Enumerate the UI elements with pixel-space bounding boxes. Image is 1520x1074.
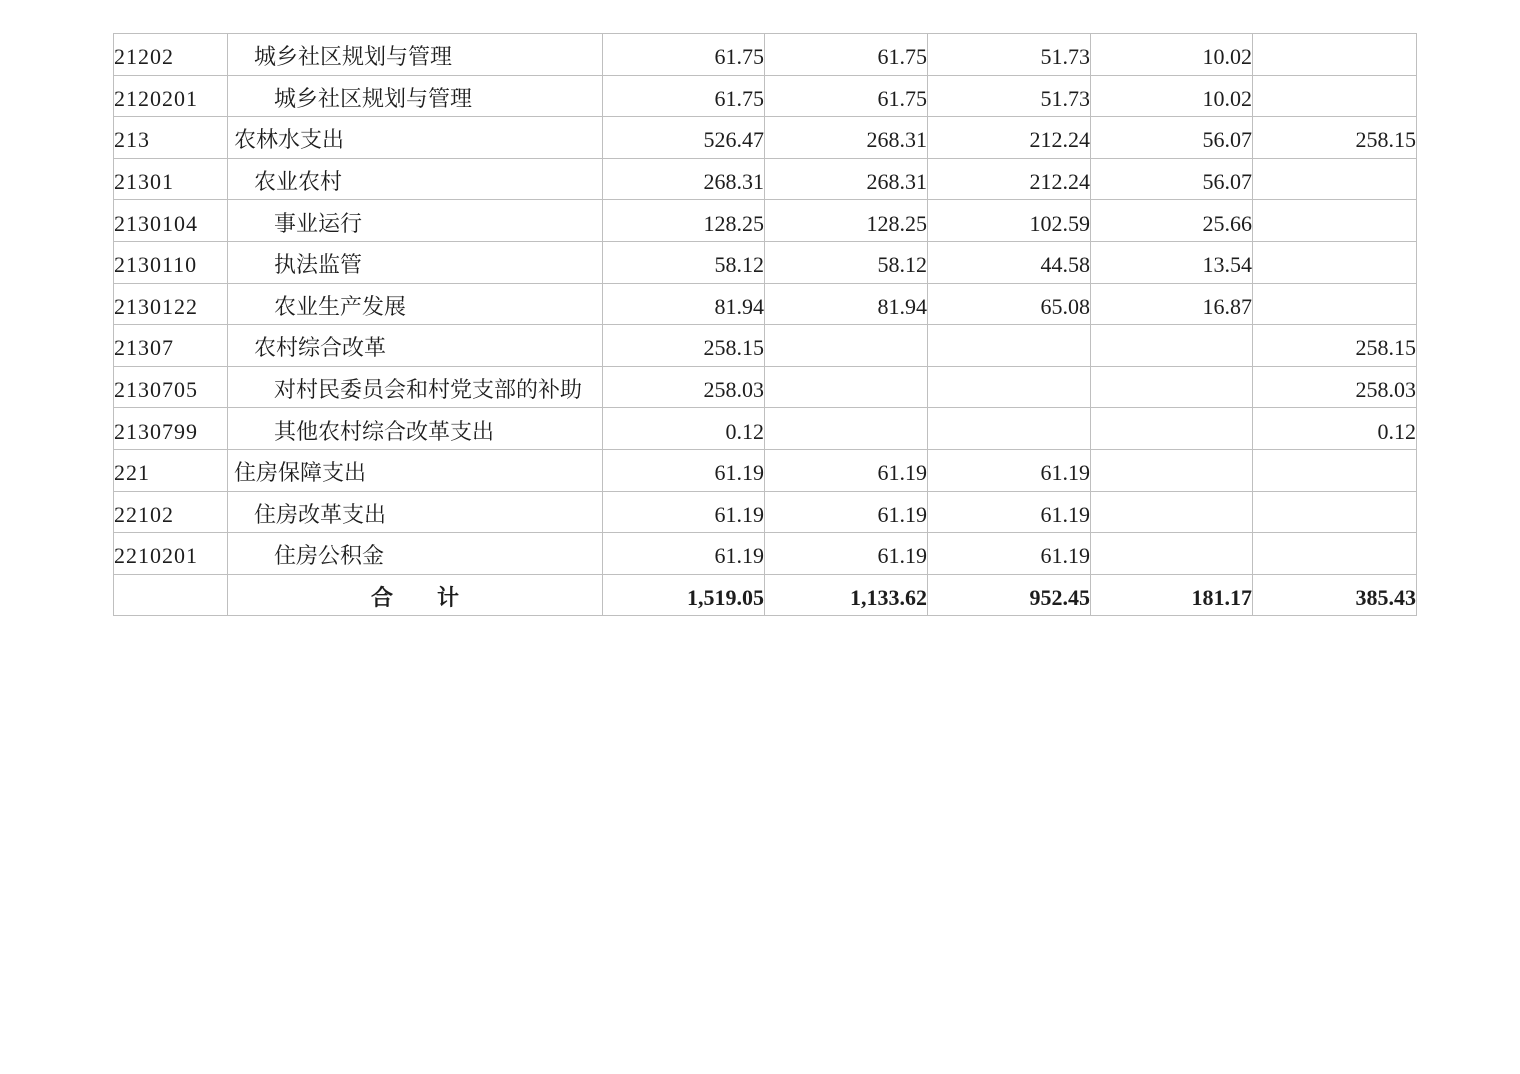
amount-cell-3	[928, 408, 1091, 450]
amount-cell-5	[1253, 491, 1417, 533]
amount-cell-2	[765, 408, 928, 450]
code-cell: 221	[114, 449, 228, 491]
amount-cell-3: 952.45	[928, 574, 1091, 616]
amount-cell-5	[1253, 283, 1417, 325]
code-cell: 2130104	[114, 200, 228, 242]
name-cell: 城乡社区规划与管理	[228, 75, 603, 117]
code-cell: 2120201	[114, 75, 228, 117]
code-cell: 2130122	[114, 283, 228, 325]
amount-cell-3: 212.24	[928, 117, 1091, 159]
table-row	[114, 158, 1417, 200]
code-cell: 22102	[114, 491, 228, 533]
name-cell: 其他农村综合改革支出	[228, 408, 603, 450]
amount-cell-1: 61.75	[603, 75, 765, 117]
table-row	[114, 449, 1417, 491]
amount-cell-2: 268.31	[765, 158, 928, 200]
amount-cell-1: 258.15	[603, 325, 765, 367]
amount-cell-4	[1091, 325, 1253, 367]
amount-cell-3: 102.59	[928, 200, 1091, 242]
name-cell: 城乡社区规划与管理	[228, 34, 603, 76]
name-cell: 住房改革支出	[228, 491, 603, 533]
amount-cell-2: 1,133.62	[765, 574, 928, 616]
name-cell: 住房公积金	[228, 533, 603, 575]
name-cell: 住房保障支出	[228, 449, 603, 491]
code-cell: 2130799	[114, 408, 228, 450]
amount-cell-3: 51.73	[928, 75, 1091, 117]
amount-cell-4	[1091, 449, 1253, 491]
amount-cell-5	[1253, 158, 1417, 200]
amount-cell-3: 61.19	[928, 449, 1091, 491]
table-row	[114, 117, 1417, 159]
amount-cell-1: 81.94	[603, 283, 765, 325]
amount-cell-5: 258.03	[1253, 366, 1417, 408]
amount-cell-5: 258.15	[1253, 325, 1417, 367]
name-cell: 农业生产发展	[228, 283, 603, 325]
amount-cell-1: 258.03	[603, 366, 765, 408]
amount-cell-3: 51.73	[928, 34, 1091, 76]
amount-cell-4: 25.66	[1091, 200, 1253, 242]
amount-cell-2: 268.31	[765, 117, 928, 159]
table-row	[114, 533, 1417, 575]
amount-cell-1: 61.19	[603, 533, 765, 575]
table-row	[114, 366, 1417, 408]
amount-cell-2: 128.25	[765, 200, 928, 242]
amount-cell-4: 181.17	[1091, 574, 1253, 616]
amount-cell-2: 61.19	[765, 491, 928, 533]
amount-cell-4	[1091, 366, 1253, 408]
amount-cell-3: 61.19	[928, 491, 1091, 533]
amount-cell-4: 13.54	[1091, 241, 1253, 283]
amount-cell-1: 61.19	[603, 491, 765, 533]
amount-cell-2: 61.19	[765, 449, 928, 491]
code-cell: 2130705	[114, 366, 228, 408]
code-cell	[114, 574, 228, 616]
name-cell: 农村综合改革	[228, 325, 603, 367]
code-cell: 21307	[114, 325, 228, 367]
amount-cell-5: 385.43	[1253, 574, 1417, 616]
table-row	[114, 408, 1417, 450]
table-row	[114, 325, 1417, 367]
name-cell: 农业农村	[228, 158, 603, 200]
amount-cell-3	[928, 366, 1091, 408]
amount-cell-4: 10.02	[1091, 34, 1253, 76]
name-cell: 事业运行	[228, 200, 603, 242]
code-cell: 213	[114, 117, 228, 159]
amount-cell-2: 61.75	[765, 34, 928, 76]
amount-cell-1: 128.25	[603, 200, 765, 242]
amount-cell-1: 1,519.05	[603, 574, 765, 616]
amount-cell-2: 81.94	[765, 283, 928, 325]
table-row	[114, 283, 1417, 325]
table-row	[114, 491, 1417, 533]
budget-table-container	[113, 33, 1417, 616]
amount-cell-4	[1091, 408, 1253, 450]
name-cell: 执法监管	[228, 241, 603, 283]
amount-cell-2: 61.19	[765, 533, 928, 575]
amount-cell-2	[765, 366, 928, 408]
code-cell: 21301	[114, 158, 228, 200]
code-cell: 2210201	[114, 533, 228, 575]
amount-cell-1: 0.12	[603, 408, 765, 450]
amount-cell-5	[1253, 34, 1417, 76]
table-row	[114, 241, 1417, 283]
amount-cell-2	[765, 325, 928, 367]
amount-cell-4: 56.07	[1091, 117, 1253, 159]
amount-cell-5	[1253, 533, 1417, 575]
amount-cell-5	[1253, 200, 1417, 242]
table-row	[114, 75, 1417, 117]
amount-cell-1: 61.19	[603, 449, 765, 491]
amount-cell-3: 44.58	[928, 241, 1091, 283]
table-row	[114, 200, 1417, 242]
amount-cell-5: 258.15	[1253, 117, 1417, 159]
amount-cell-1: 268.31	[603, 158, 765, 200]
name-cell: 合 计	[228, 574, 603, 616]
code-cell: 21202	[114, 34, 228, 76]
budget-table-body	[114, 34, 1417, 616]
table-row	[114, 34, 1417, 76]
name-cell: 对村民委员会和村党支部的补助	[228, 366, 603, 408]
amount-cell-1: 58.12	[603, 241, 765, 283]
amount-cell-5: 0.12	[1253, 408, 1417, 450]
amount-cell-4: 56.07	[1091, 158, 1253, 200]
total-row	[114, 574, 1417, 616]
amount-cell-3	[928, 325, 1091, 367]
amount-cell-4: 16.87	[1091, 283, 1253, 325]
amount-cell-3: 65.08	[928, 283, 1091, 325]
amount-cell-5	[1253, 449, 1417, 491]
amount-cell-4	[1091, 533, 1253, 575]
amount-cell-2: 58.12	[765, 241, 928, 283]
amount-cell-2: 61.75	[765, 75, 928, 117]
budget-table	[113, 33, 1417, 616]
amount-cell-4: 10.02	[1091, 75, 1253, 117]
amount-cell-5	[1253, 75, 1417, 117]
amount-cell-1: 526.47	[603, 117, 765, 159]
amount-cell-1: 61.75	[603, 34, 765, 76]
amount-cell-3: 212.24	[928, 158, 1091, 200]
amount-cell-3: 61.19	[928, 533, 1091, 575]
amount-cell-4	[1091, 491, 1253, 533]
amount-cell-5	[1253, 241, 1417, 283]
code-cell: 2130110	[114, 241, 228, 283]
name-cell: 农林水支出	[228, 117, 603, 159]
